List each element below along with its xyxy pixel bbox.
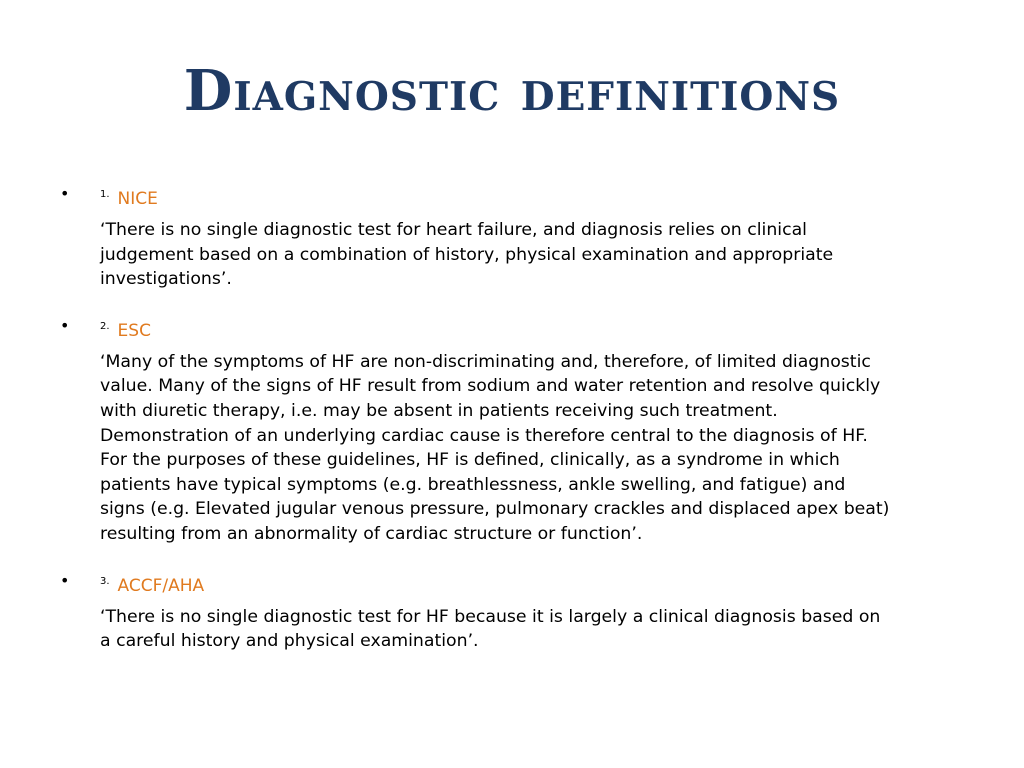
definition-item-nice <box>58 182 978 292</box>
definition-item-esc <box>58 314 978 547</box>
definition-heading <box>100 314 978 344</box>
bullet-icon: • <box>60 570 70 590</box>
definition-source-label: ACCF/AHA <box>117 575 205 596</box>
slide-title: Diagnostic definitions <box>183 58 841 124</box>
definition-quote: ‘There is no single diagnostic test for HF because it is largely a clinical diagnosis based on a careful history and physical examination’. <box>100 606 881 652</box>
definition-quote: ‘Many of the symptoms of HF are non-discriminating and, therefore, of limited diagnostic value. Many of the signs of HF result from sodium and water retention and resolve quickly with diuretic therapy, i.e. may be absent in patients receiving such treatment. Demonstration of an underlying cardiac cause is therefore central to the diagnosis of HF. For the purposes of these guidelines, HF is defined, clinically, as a syndrome in which patients have typical symptoms (e.g. breathlessness, ankle swelling, and fatigue) and signs (e.g. Elevated jugular venous pressure, pulmonary crackles and displaced apex beat) resulting from an abnormality of cardiac structure or function’. <box>100 351 890 544</box>
definition-quote: ‘There is no single diagnostic test for heart failure, and diagnosis relies on clinical judgement based on a combination of history, physical examination and appropriate investigations’. <box>100 220 834 290</box>
bullet-icon: • <box>60 315 70 335</box>
definition-heading <box>100 569 978 599</box>
definition-number: 2. <box>100 320 110 332</box>
bullet-icon: • <box>60 184 70 203</box>
definition-number: 3. <box>100 575 110 587</box>
definition-item-accf-aha <box>58 569 978 654</box>
definition-source-label: ESC <box>117 320 151 341</box>
definitions-list <box>58 182 978 654</box>
definition-heading <box>100 182 978 212</box>
definition-number: 1. <box>100 189 110 200</box>
definition-source-label: NICE <box>117 189 158 209</box>
